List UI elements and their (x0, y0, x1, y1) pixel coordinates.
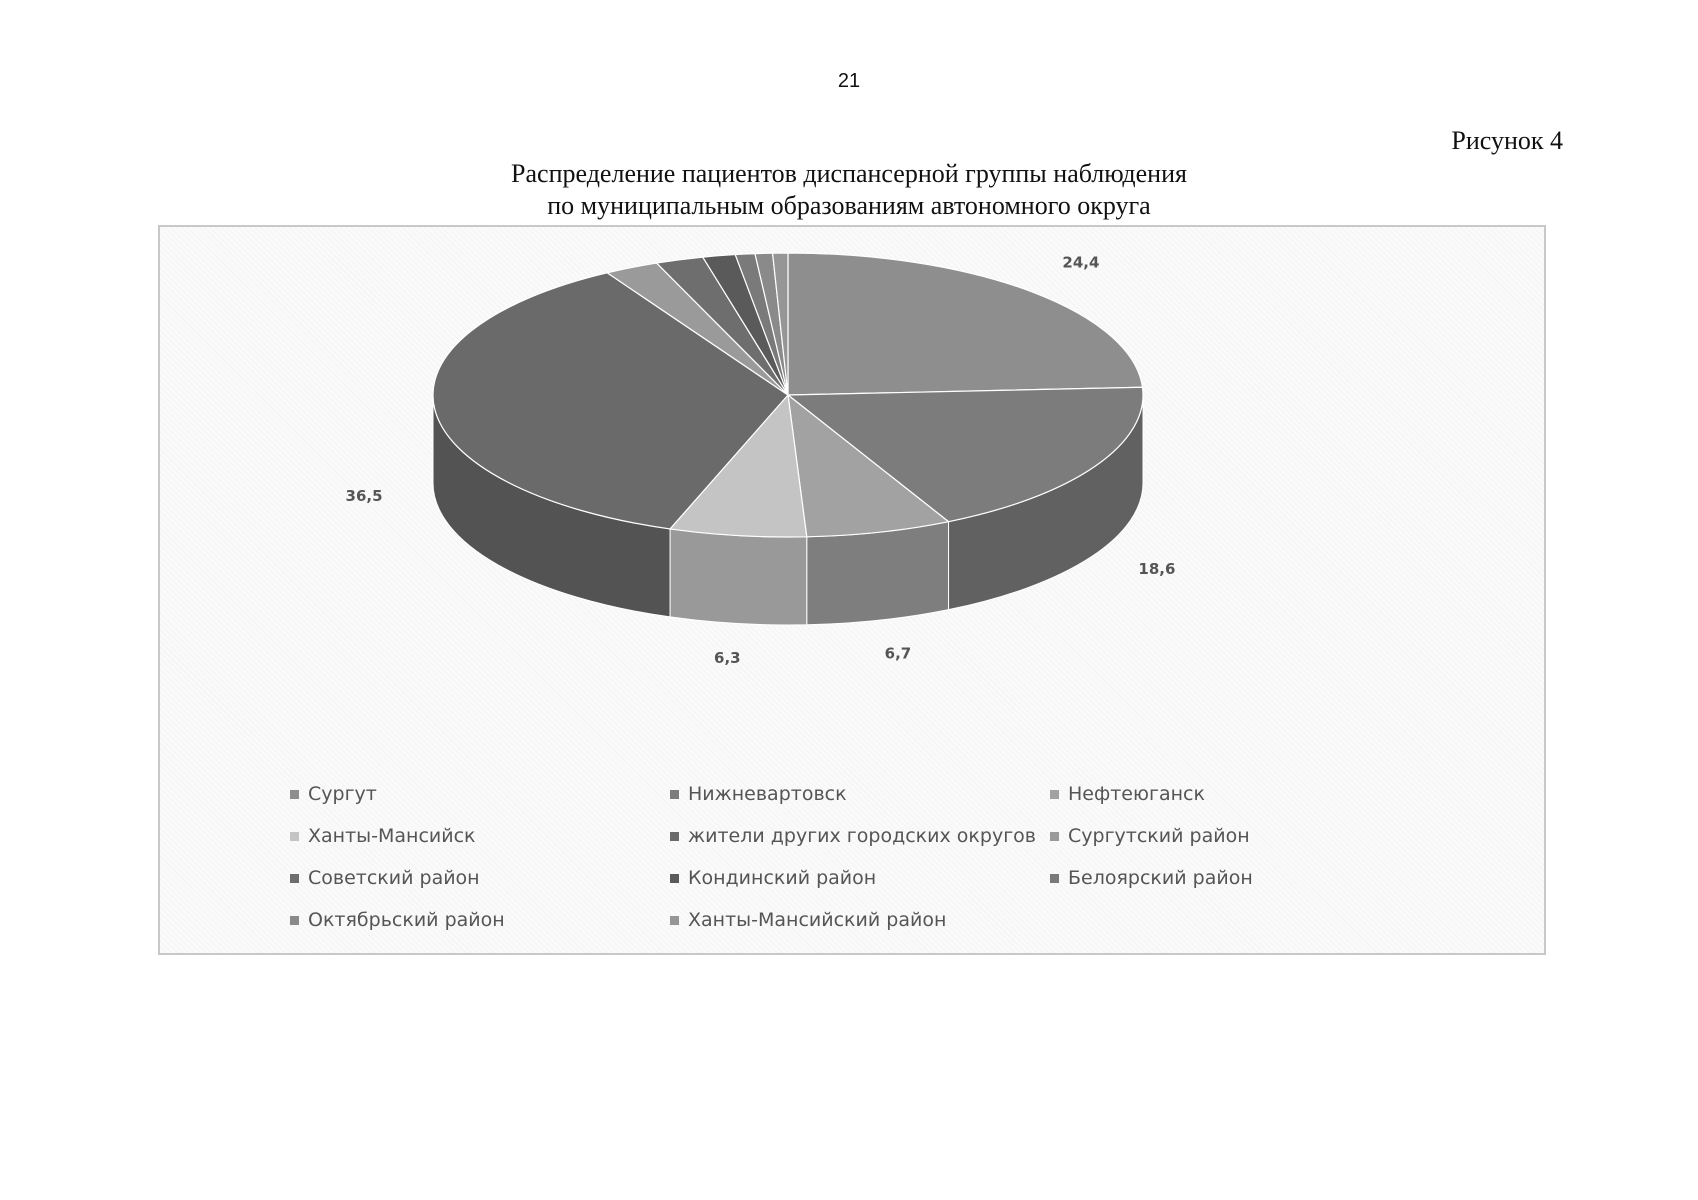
legend-swatch-2 (1050, 790, 1059, 799)
legend-swatch-0 (290, 790, 299, 799)
legend-label-2: Нефтеюганск (1068, 783, 1205, 805)
pie-side-3 (670, 529, 807, 625)
legend-item-5 (1050, 824, 1430, 848)
legend-item-10 (670, 908, 1050, 932)
chart-title-line-1: Распределение пациентов диспансерной группы наблюдения (511, 159, 1187, 188)
page-number: 21 (837, 70, 861, 92)
legend-swatch-3 (290, 832, 299, 841)
pie-data-label-4: 36,5 (345, 486, 383, 505)
legend-swatch-7 (670, 874, 679, 883)
legend-swatch-4 (670, 832, 679, 841)
legend-swatch-5 (1050, 832, 1059, 841)
legend-label-8: Белоярский район (1068, 867, 1253, 889)
legend-label-10: Ханты-Мансийский район (688, 909, 947, 931)
figure-label: Рисунок 4 (1451, 126, 1563, 155)
pie-tops (433, 253, 1143, 537)
chart-frame (158, 225, 1546, 955)
legend-label-4: жители других городских округов (688, 825, 1037, 847)
legend-swatch-1 (670, 790, 679, 799)
legend-item-2 (1050, 782, 1430, 806)
legend-item-9 (290, 908, 670, 932)
legend-item-3 (290, 824, 670, 848)
legend-item-7 (670, 866, 1050, 890)
legend-swatch-10 (670, 916, 679, 925)
legend-item-6 (290, 866, 670, 890)
pie-data-label-3: 6,3 (714, 649, 741, 668)
legend-label-9: Октябрьский район (308, 909, 505, 931)
legend-label-6: Советский район (308, 867, 480, 889)
legend-swatch-9 (290, 916, 299, 925)
pie-data-label-0: 24,4 (1062, 253, 1100, 272)
legend-item-4 (670, 824, 1050, 848)
legend-label-5: Сургутский район (1068, 825, 1250, 847)
pie-data-label-2: 6,7 (884, 644, 912, 663)
legend-label-3: Ханты-Мансийск (308, 825, 476, 847)
pie-data-label-1: 18,6 (1138, 559, 1176, 578)
legend-label-7: Кондинский район (688, 867, 877, 889)
chart-legend (290, 782, 1490, 932)
legend-swatch-8 (1050, 874, 1059, 883)
chart-title (0, 158, 1698, 222)
legend-swatch-6 (290, 874, 299, 883)
pie-slice-0 (788, 253, 1142, 395)
legend-item-8 (1050, 866, 1430, 890)
chart-title-line-2: по муниципальным образованиям автономного округа (547, 191, 1151, 220)
pie-side-2 (807, 522, 949, 625)
legend-label-1: Нижневартовск (688, 783, 847, 805)
legend-label-0: Сургут (308, 783, 377, 805)
legend-item-1 (670, 782, 1050, 806)
legend-item-0 (290, 782, 670, 806)
